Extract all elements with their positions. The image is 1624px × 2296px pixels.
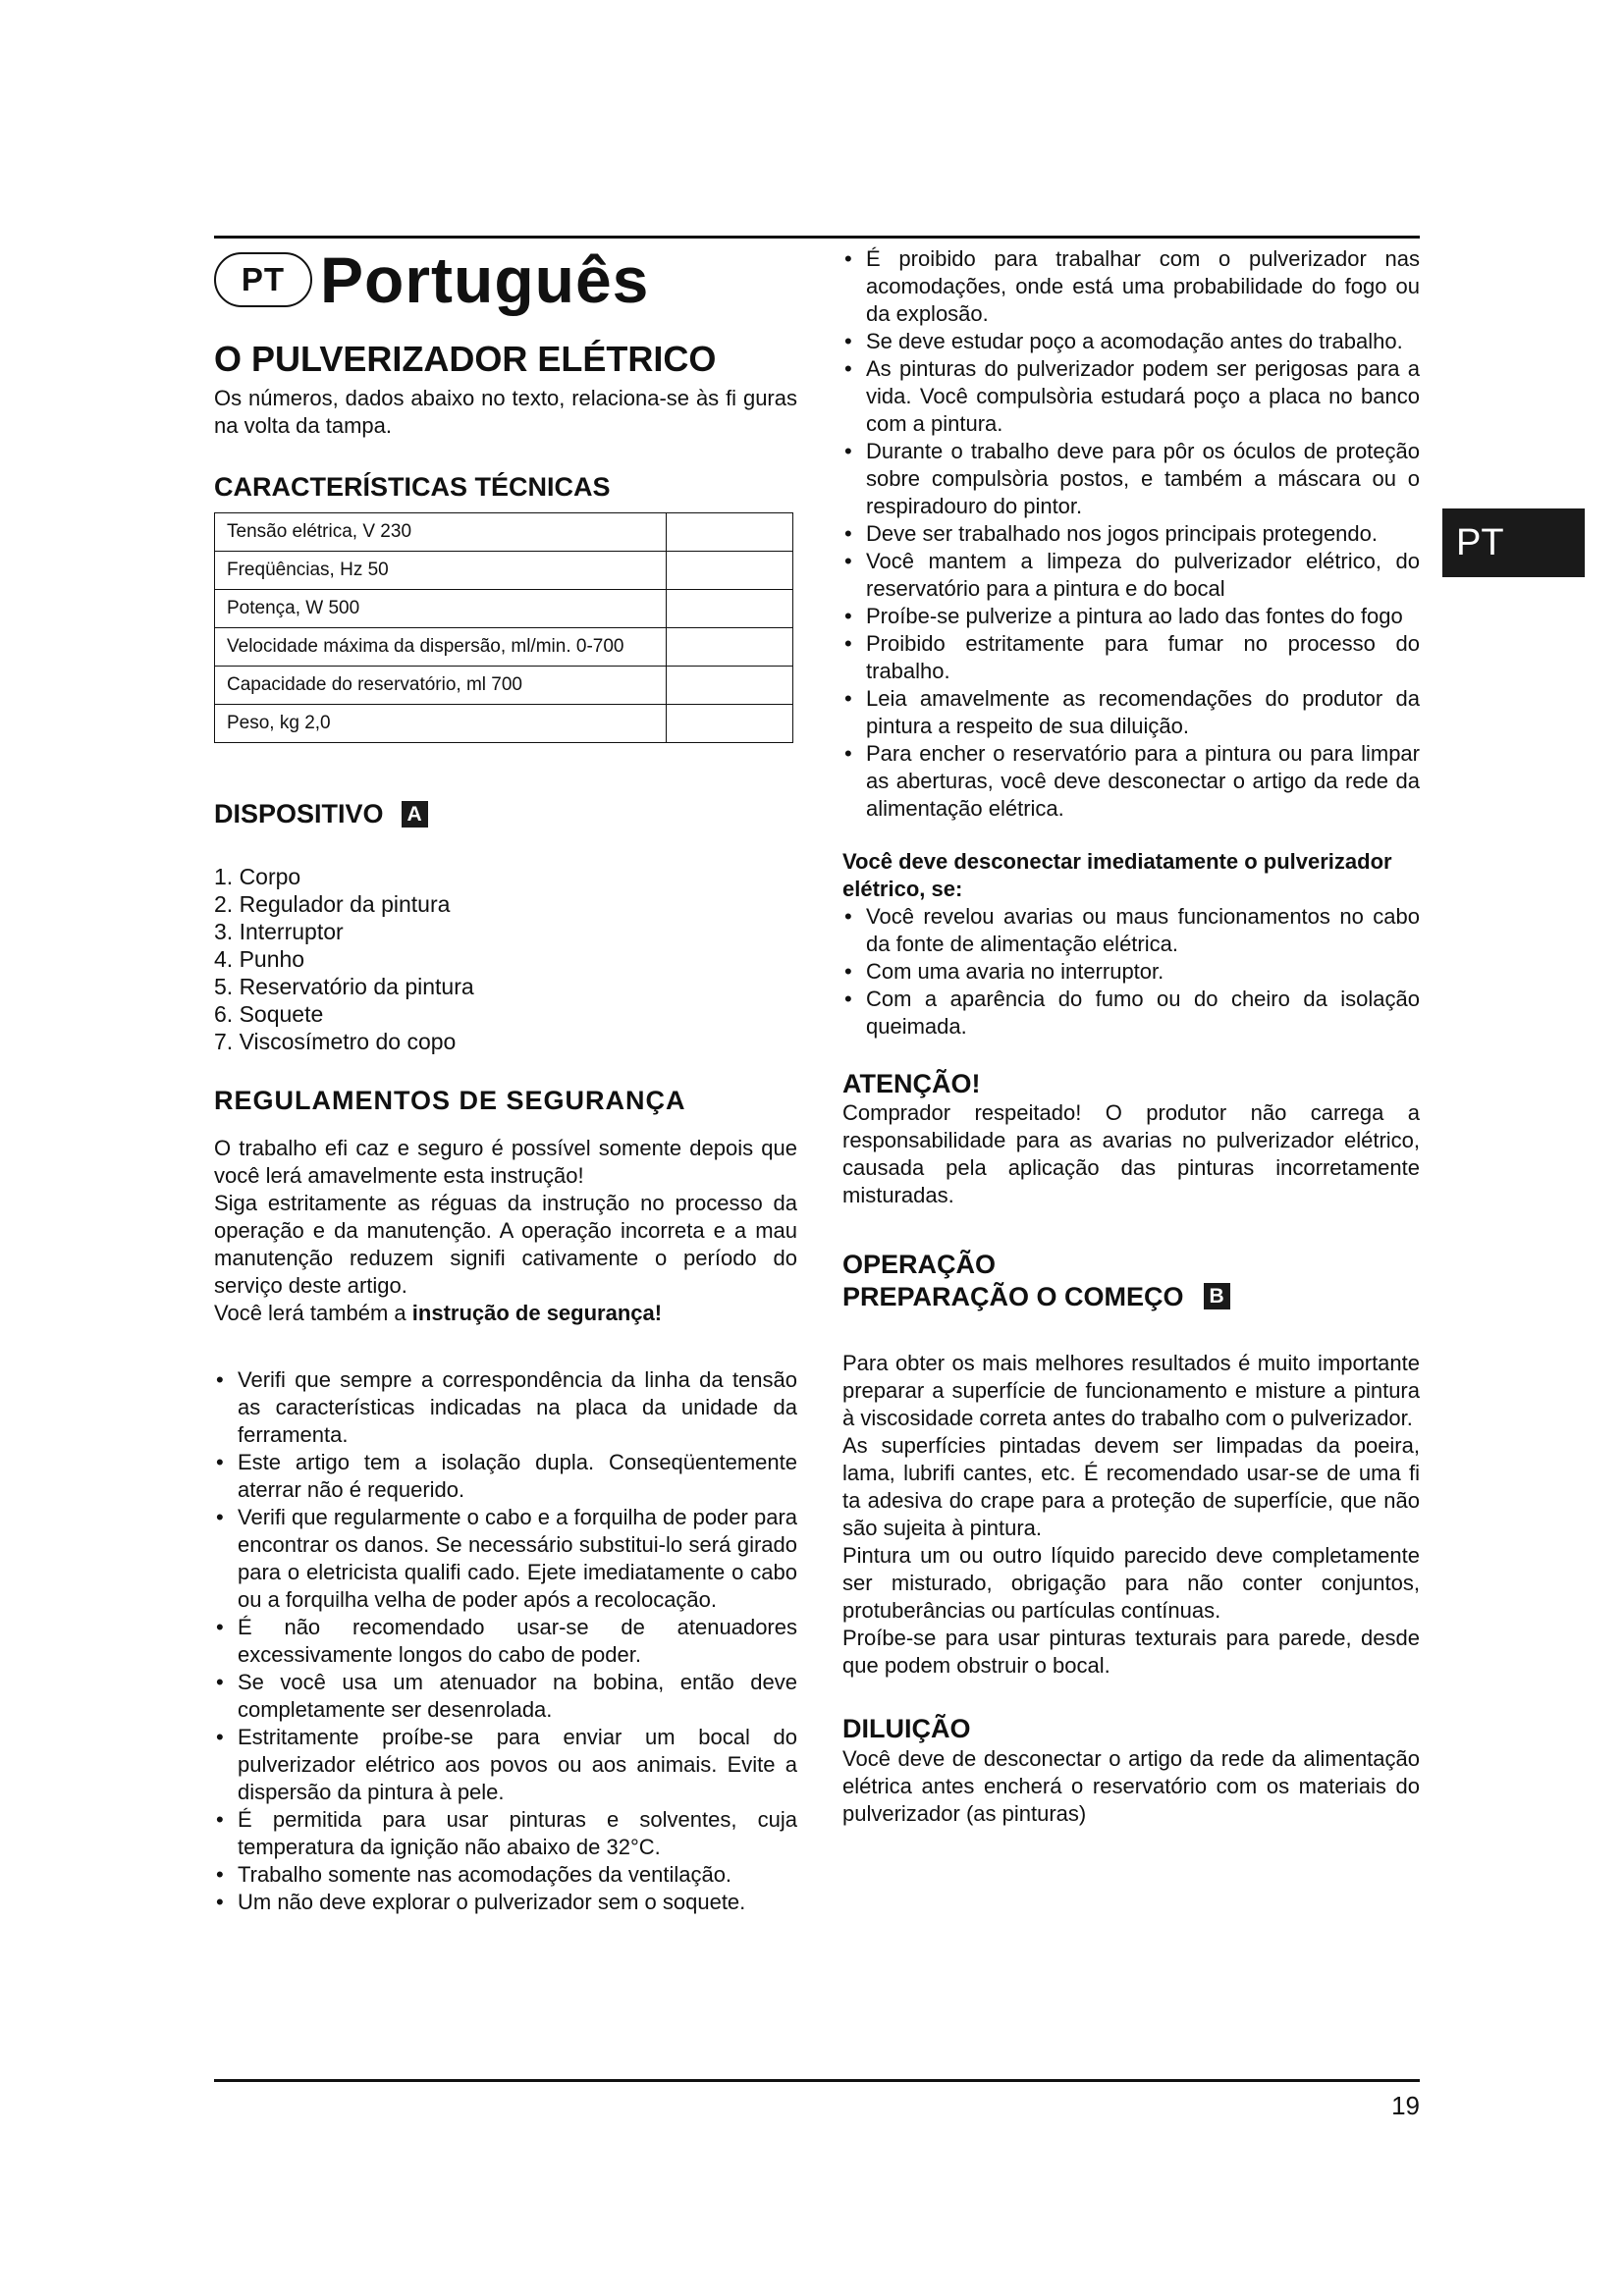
list-item: • Você revelou avarias ou maus funcionamentos no cabo da fonte de alimentação elétrica. bbox=[842, 903, 1420, 958]
spec-value-cell bbox=[667, 627, 793, 666]
table-row bbox=[215, 551, 793, 589]
safety-p3-prefix: Você lerá também a bbox=[214, 1300, 412, 1325]
list-item: • Deve ser trabalhado nos jogos principais protegendo. bbox=[842, 520, 1420, 548]
safety-bullet-list-continued bbox=[842, 245, 1420, 823]
list-item: • Um não deve explorar o pulverizador sem o soquete. bbox=[214, 1889, 797, 1916]
safety-paragraph-1: O trabalho efi caz e seguro é possível somente depois que você lerá amavelmente esta instrução! bbox=[214, 1135, 797, 1188]
language-header bbox=[214, 243, 797, 316]
list-item: • Proíbe-se pulverize a pintura ao lado das fontes do fogo bbox=[842, 603, 1420, 630]
figure-a-badge: A bbox=[402, 801, 428, 828]
list-item: • Leia amavelmente as recomendações do produtor da pintura a respeito de sua diluição. bbox=[842, 685, 1420, 740]
left-column bbox=[214, 245, 797, 1916]
language-side-tab: PT bbox=[1442, 508, 1585, 577]
spec-cell: Peso, kg 2,0 bbox=[215, 704, 667, 742]
list-item: 1. Corpo bbox=[214, 864, 301, 890]
spec-cell: Tensão elétrica, V 230 bbox=[215, 512, 667, 551]
spec-cell: Capacidade do reservatório, ml 700 bbox=[215, 666, 667, 704]
device-heading: DISPOSITIVO bbox=[214, 798, 384, 828]
page-number: 19 bbox=[1391, 2091, 1420, 2120]
intro-text: Os números, dados abaixo no texto, relaciona-se às fi guras na volta da tampa. bbox=[214, 385, 797, 438]
list-item: • Você mantem a limpeza do pulverizador elétrico, do reservatório para a pintura e do bocal bbox=[842, 548, 1420, 603]
dilution-text: Você deve de desconectar o artigo da rede da alimentação elétrica antes encherá o reservatório com os materiais do pulverizador (as pinturas) bbox=[842, 1745, 1420, 1826]
attention-text: Comprador respeitado! O produtor não carrega a responsabilidade para as avarias no pulverizador elétrico, causada pela aplicação das pinturas incorretamente misturadas. bbox=[842, 1100, 1420, 1208]
list-item: • É não recomendado usar-se de atenuadores excessivamente longos do cabo de poder. bbox=[214, 1614, 797, 1669]
list-item: • Com uma avaria no interruptor. bbox=[842, 958, 1420, 986]
safety-heading: REGULAMENTOS DE SEGURANÇA bbox=[214, 1086, 686, 1116]
list-item: 2. Regulador da pintura bbox=[214, 891, 451, 918]
preparation-heading: PREPARAÇÃO O COMEÇO bbox=[842, 1281, 1184, 1311]
list-item: • Com a aparência do fumo ou do cheiro da isolação queimada. bbox=[842, 986, 1420, 1041]
attention-heading: ATENÇÃO! bbox=[842, 1069, 981, 1098]
list-item: 6. Soquete bbox=[214, 1001, 324, 1028]
language-code-badge: PT bbox=[214, 252, 312, 307]
list-item: 7. Viscosímetro do copo bbox=[214, 1029, 457, 1055]
table-row bbox=[215, 512, 793, 551]
table-row bbox=[215, 666, 793, 704]
list-item: 3. Interruptor bbox=[214, 919, 344, 945]
spec-value-cell bbox=[667, 589, 793, 627]
preparation-heading-row bbox=[842, 1281, 1420, 1312]
table-row bbox=[215, 704, 793, 742]
figure-b-badge: B bbox=[1204, 1283, 1230, 1309]
spec-value-cell bbox=[667, 704, 793, 742]
list-item: • Para encher o reservatório para a pintura ou para limpar as aberturas, você deve desconectar o artigo da rede da alimentação elétrica. bbox=[842, 740, 1420, 823]
list-item: • Durante o trabalho deve para pôr os óculos de proteção sobre compulsòria postos, e também a máscara ou o respiradouro do pintor. bbox=[842, 438, 1420, 520]
safety-bullet-list bbox=[214, 1366, 797, 1916]
list-item: • É permitida para usar pinturas e solventes, cuja temperatura da ignição não abaixo de 32°C. bbox=[214, 1806, 797, 1861]
document-title: O PULVERIZADOR ELÉTRICO bbox=[214, 339, 717, 379]
parts-list bbox=[214, 863, 797, 1055]
specs-table bbox=[214, 512, 793, 743]
spacer bbox=[214, 1327, 797, 1366]
table-row bbox=[215, 627, 793, 666]
operation-paragraph: Para obter os mais melhores resultados é muito importante preparar a superfície de funcionamento e misture a pintura à viscosidade correta antes do trabalho com o pulverizador. bbox=[842, 1351, 1420, 1431]
list-item: • É proibido para trabalhar com o pulverizador nas acomodações, onde está uma probabilidade do fogo ou da explosão. bbox=[842, 245, 1420, 328]
table-row bbox=[215, 589, 793, 627]
bottom-rule bbox=[214, 2079, 1420, 2082]
safety-p3-bold: instrução de segurança! bbox=[411, 1300, 663, 1325]
list-item: 4. Punho bbox=[214, 946, 305, 973]
spec-value-cell bbox=[667, 666, 793, 704]
spec-cell: Freqüências, Hz 50 bbox=[215, 551, 667, 589]
list-item: • As pinturas do pulverizador podem ser perigosas para a vida. Você compulsòria estudará poço a placa no banco com a pintura. bbox=[842, 355, 1420, 438]
specs-heading: CARACTERÍSTICAS TÉCNICAS bbox=[214, 471, 611, 502]
top-rule bbox=[214, 236, 1420, 239]
list-item: 5. Reservatório da pintura bbox=[214, 974, 474, 1000]
spec-cell: Velocidade máxima da dispersão, ml/min. 0-700 bbox=[215, 627, 667, 666]
spec-value-cell bbox=[667, 551, 793, 589]
list-item: • Proibido estritamente para fumar no processo do trabalho. bbox=[842, 630, 1420, 685]
list-item: • Trabalho somente nas acomodações da ventilação. bbox=[214, 1861, 797, 1889]
safety-paragraph-3 bbox=[214, 1300, 797, 1327]
operation-paragraph: As superfícies pintadas devem ser limpadas da poeira, lama, lubrifi cantes, etc. É recomendado usar-se de uma fi ta adesiva do crape para a proteção de superfície, que não são sujeita à pintura. bbox=[842, 1433, 1420, 1541]
list-item: • Verifi que regularmente o cabo e a forquilha de poder para encontrar os danos. Se necessário substitui-lo será girado para o eletricista qualifi cado. Ejete imediatamente o cabo ou a forquilha velha de poder após a recolocação. bbox=[214, 1504, 797, 1614]
list-item: • Se você usa um atenuador na bobina, então deve completamente ser desenrolada. bbox=[214, 1669, 797, 1724]
operation-heading: OPERAÇÃO bbox=[842, 1250, 997, 1280]
disconnect-bullet-list bbox=[842, 903, 1420, 1041]
right-column bbox=[842, 245, 1420, 1828]
disconnect-heading: Você deve desconectar imediatamente o pulverizador elétrico, se: bbox=[842, 849, 1392, 901]
safety-paragraph-2: Siga estritamente as réguas da instrução no processo da operação e da manutenção. A operação incorreta e a mau manutenção reduzem signifi cativamente o período do serviço deste artigo. bbox=[214, 1190, 797, 1298]
operation-text bbox=[842, 1350, 1420, 1680]
device-heading-row bbox=[214, 798, 797, 829]
operation-paragraph: Proíbe-se para usar pinturas texturais para parede, desde que podem obstruir o bocal. bbox=[842, 1626, 1420, 1679]
list-item: • Se deve estudar poço a acomodação antes do trabalho. bbox=[842, 328, 1420, 355]
operation-paragraph: Pintura um ou outro líquido parecido deve completamente ser misturado, obrigação para não conter conjuntos, protuberâncias ou partículas contínuas. bbox=[842, 1543, 1420, 1624]
list-item: • Estritamente proíbe-se para enviar um bocal do pulverizador elétrico aos povos ou aos animais. Evite a dispersão da pintura à pele. bbox=[214, 1724, 797, 1806]
list-item: • Verifi que sempre a correspondência da linha da tensão as características indicadas na placa da unidade da ferramenta. bbox=[214, 1366, 797, 1449]
dilution-heading: DILUIÇÃO bbox=[842, 1714, 971, 1744]
language-title: Português bbox=[320, 243, 650, 316]
list-item: • Este artigo tem a isolação dupla. Conseqüentemente aterrar não é requerido. bbox=[214, 1449, 797, 1504]
spec-value-cell bbox=[667, 512, 793, 551]
spec-cell: Potença, W 500 bbox=[215, 589, 667, 627]
